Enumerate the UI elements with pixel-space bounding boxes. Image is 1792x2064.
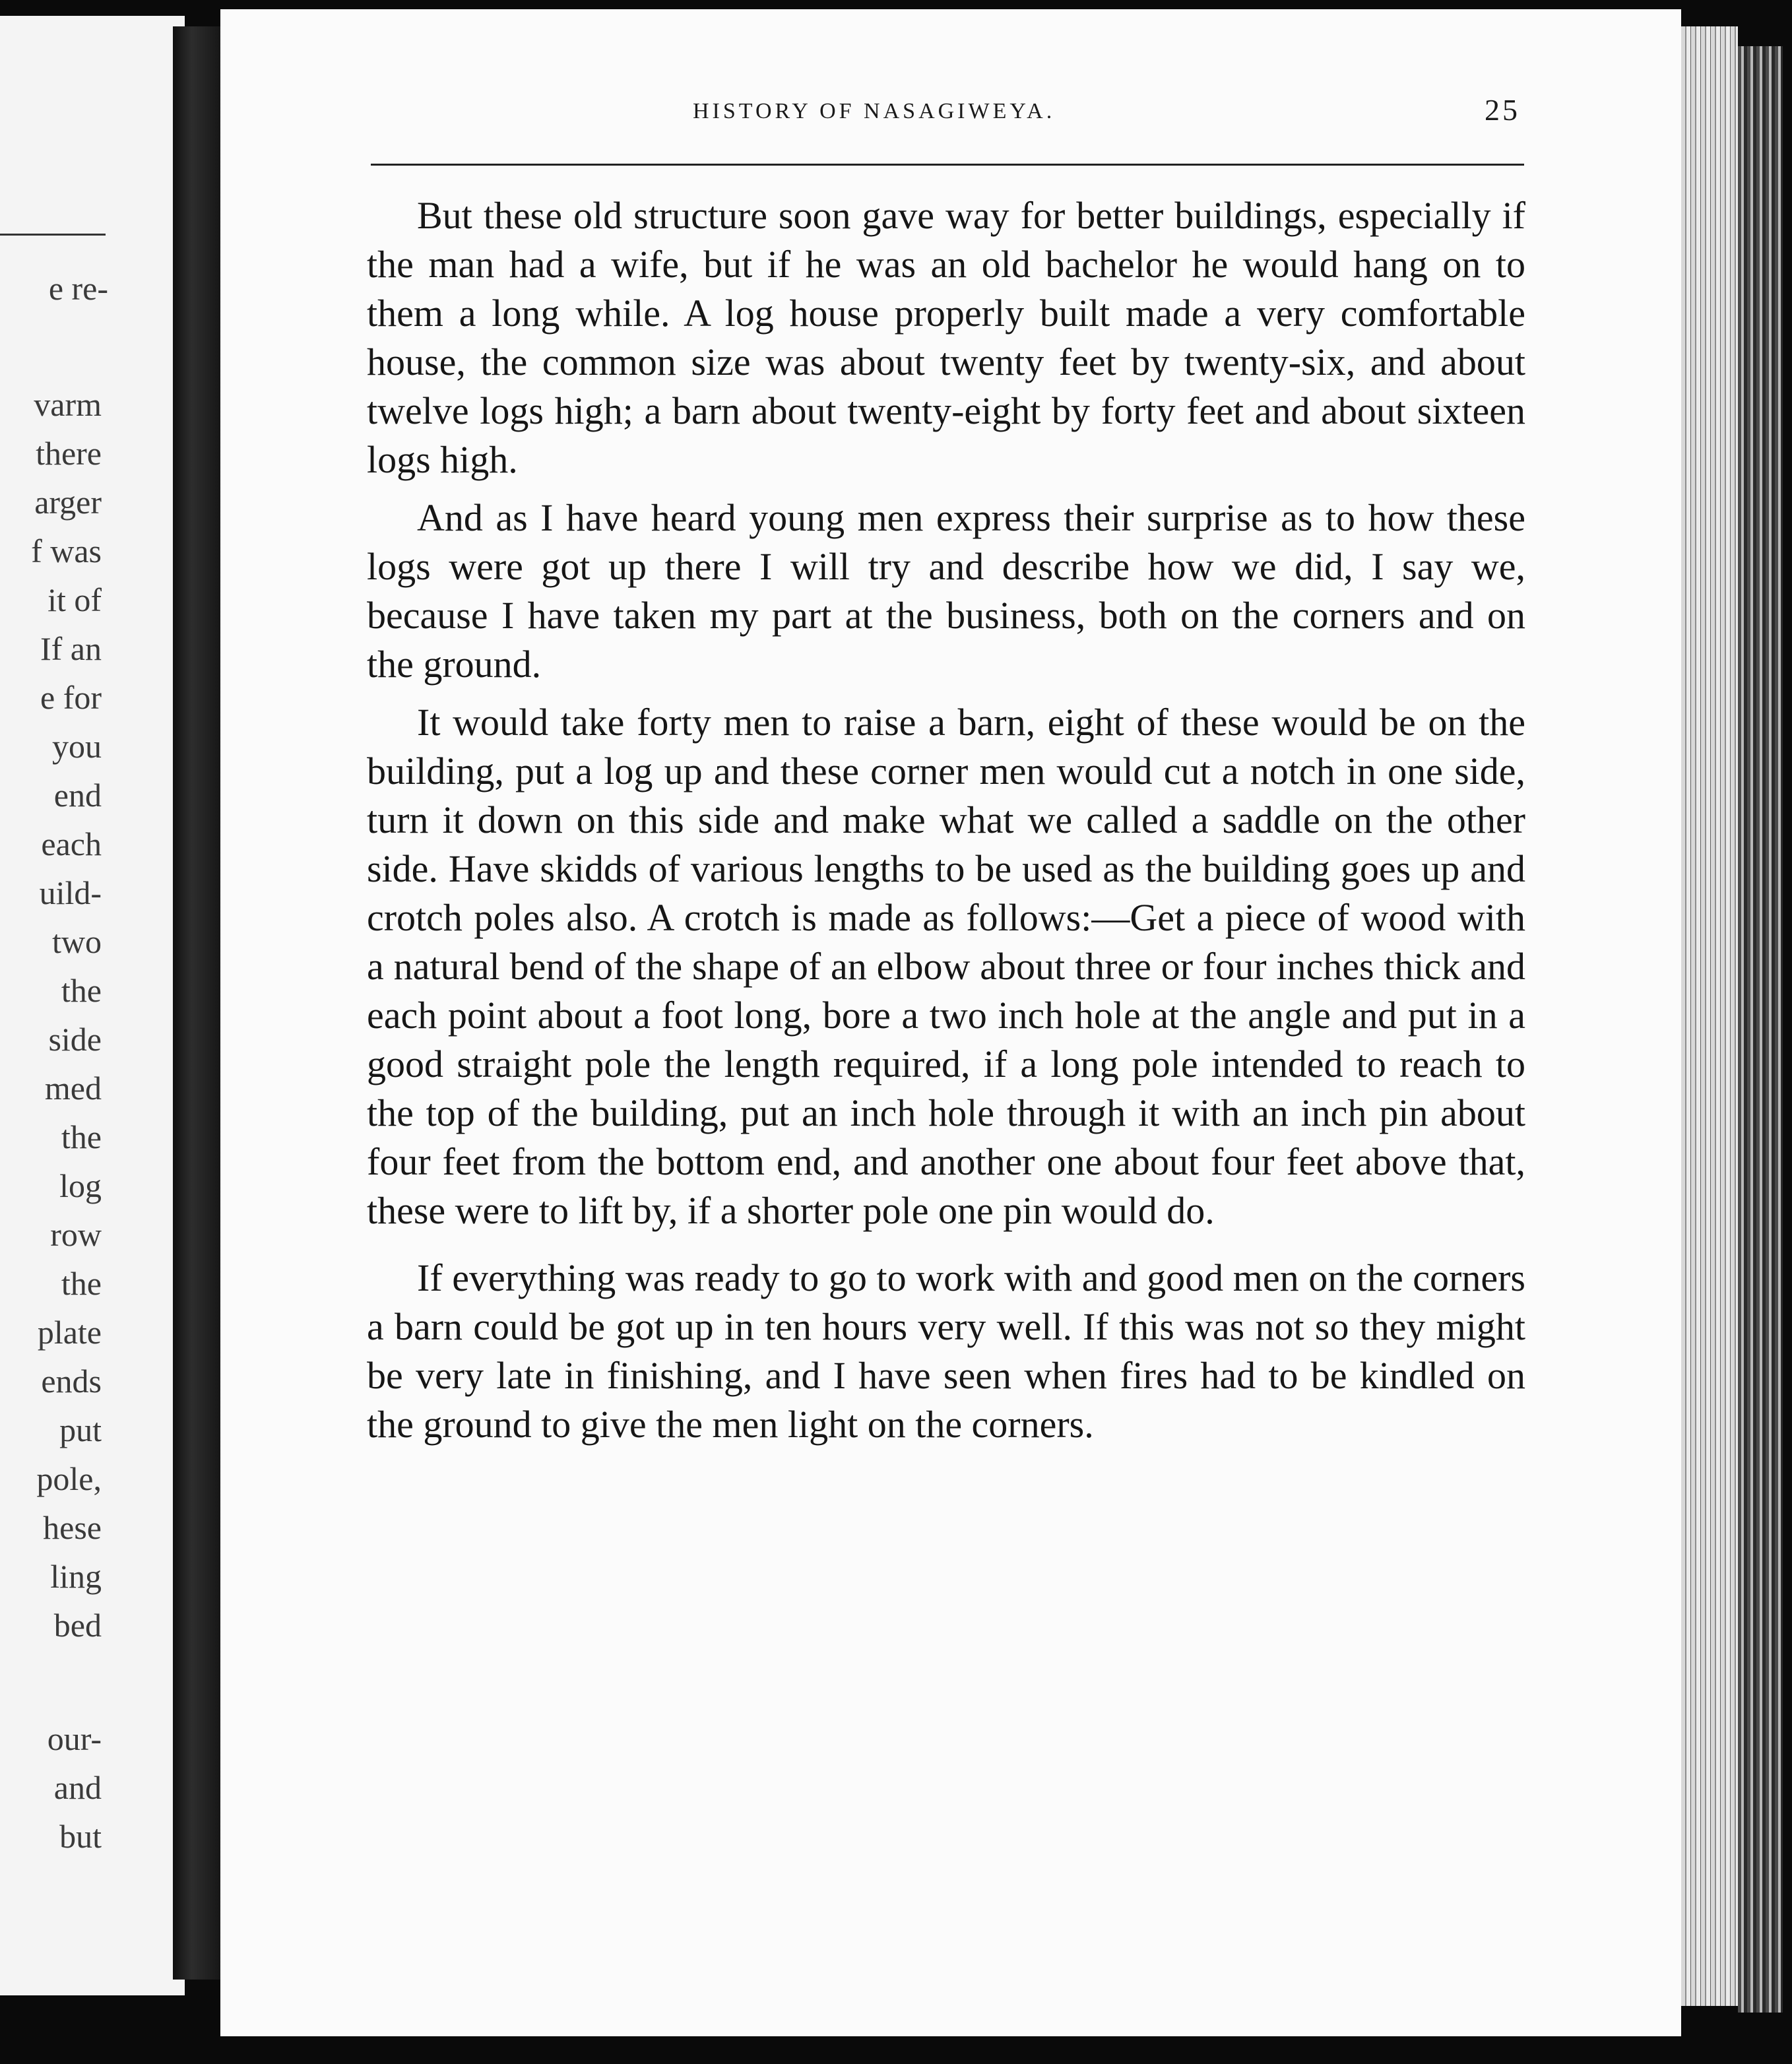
- left-fragment: f was: [31, 532, 102, 569]
- left-page: [0, 16, 185, 1995]
- left-fragment: hese: [43, 1509, 102, 1546]
- left-fragment: varm: [34, 386, 102, 423]
- left-fragment: side: [48, 1021, 102, 1058]
- left-fragment: but: [59, 1818, 102, 1855]
- left-fragment: put: [59, 1411, 102, 1448]
- page-edges: [1681, 26, 1738, 2006]
- left-fragment: two: [52, 923, 102, 960]
- left-fragment: and: [53, 1769, 102, 1806]
- left-fragment: uild-: [39, 874, 102, 911]
- header-rule: [371, 164, 1524, 166]
- paragraph: If everything was ready to go to work with and good men on the corners a barn could be got up in ten hours very well. If this was not so they might be very late in finishing, and I have seen when fires had to be kindled on the ground to give the men light on the corners.: [367, 1256, 1525, 1446]
- paragraph: It would take forty men to raise a barn, eight of these would be on the building, put a log up and these corner men would cut a notch in one side, turn it down on this side and make what we called a saddle on the other side. Have skidds of various lengths to be used as the building goes up and crotch poles also. A crotch is made as follows:—Get a piece of wood with a natural bend of the shape of an elbow about three or four inches thick and each point about a foot long, bore a two inch hole at the angle and put in a good straight pole the length required, if a long pole intended to reach to the top of the building, put an inch hole through it with an inch pin about four feet from the bottom end, and another one about four feet above that, these were to lift by, if a shorter pole one pin would do.: [367, 701, 1525, 1232]
- left-fragment: end: [53, 777, 102, 814]
- left-fragment: pole,: [36, 1460, 102, 1497]
- left-fragment: the: [61, 1265, 102, 1302]
- book-gutter: [173, 26, 220, 1980]
- paragraph: But these old structure soon gave way for better buildings, especially if the man had a wife, but if he was an old bachelor he would hang on to them a long while. A log house properly built made a very comfortable house, the common size was about twenty feet by twenty-six, and about twelve logs high; a barn about twenty-eight by forty feet and about sixteen logs high.: [367, 194, 1525, 481]
- left-fragment: it of: [48, 581, 102, 618]
- left-fragment: the: [61, 972, 102, 1009]
- left-fragment: row: [50, 1216, 102, 1253]
- page-number: 25: [1485, 93, 1520, 127]
- left-fragment: bed: [53, 1607, 102, 1644]
- running-head: HISTORY OF NASAGIWEYA.: [693, 99, 1056, 123]
- left-fragment: If an: [40, 630, 102, 667]
- left-page-rule: [0, 234, 106, 236]
- left-fragment: log: [59, 1167, 102, 1204]
- left-fragment: each: [41, 825, 102, 862]
- paragraph: And as I have heard young men express their surprise as to how these logs were got up there I will try and describe how we did, I say we, because I have taken my part at the business, both on the corners and on the ground.: [367, 496, 1525, 686]
- left-fragment: plate: [37, 1314, 102, 1351]
- left-fragment: e re-: [48, 270, 108, 307]
- left-fragment: arger: [34, 484, 102, 521]
- left-fragment: ling: [50, 1558, 102, 1595]
- body-text: [367, 191, 1525, 1449]
- left-fragment: med: [44, 1070, 102, 1107]
- left-fragment: ends: [41, 1363, 102, 1400]
- left-fragment: you: [52, 728, 102, 765]
- left-fragment: our-: [47, 1720, 102, 1757]
- left-fragment: the: [61, 1118, 102, 1155]
- left-fragment: e for: [40, 679, 102, 716]
- book-cover-edge: [1738, 46, 1783, 2013]
- left-fragment: there: [36, 435, 102, 472]
